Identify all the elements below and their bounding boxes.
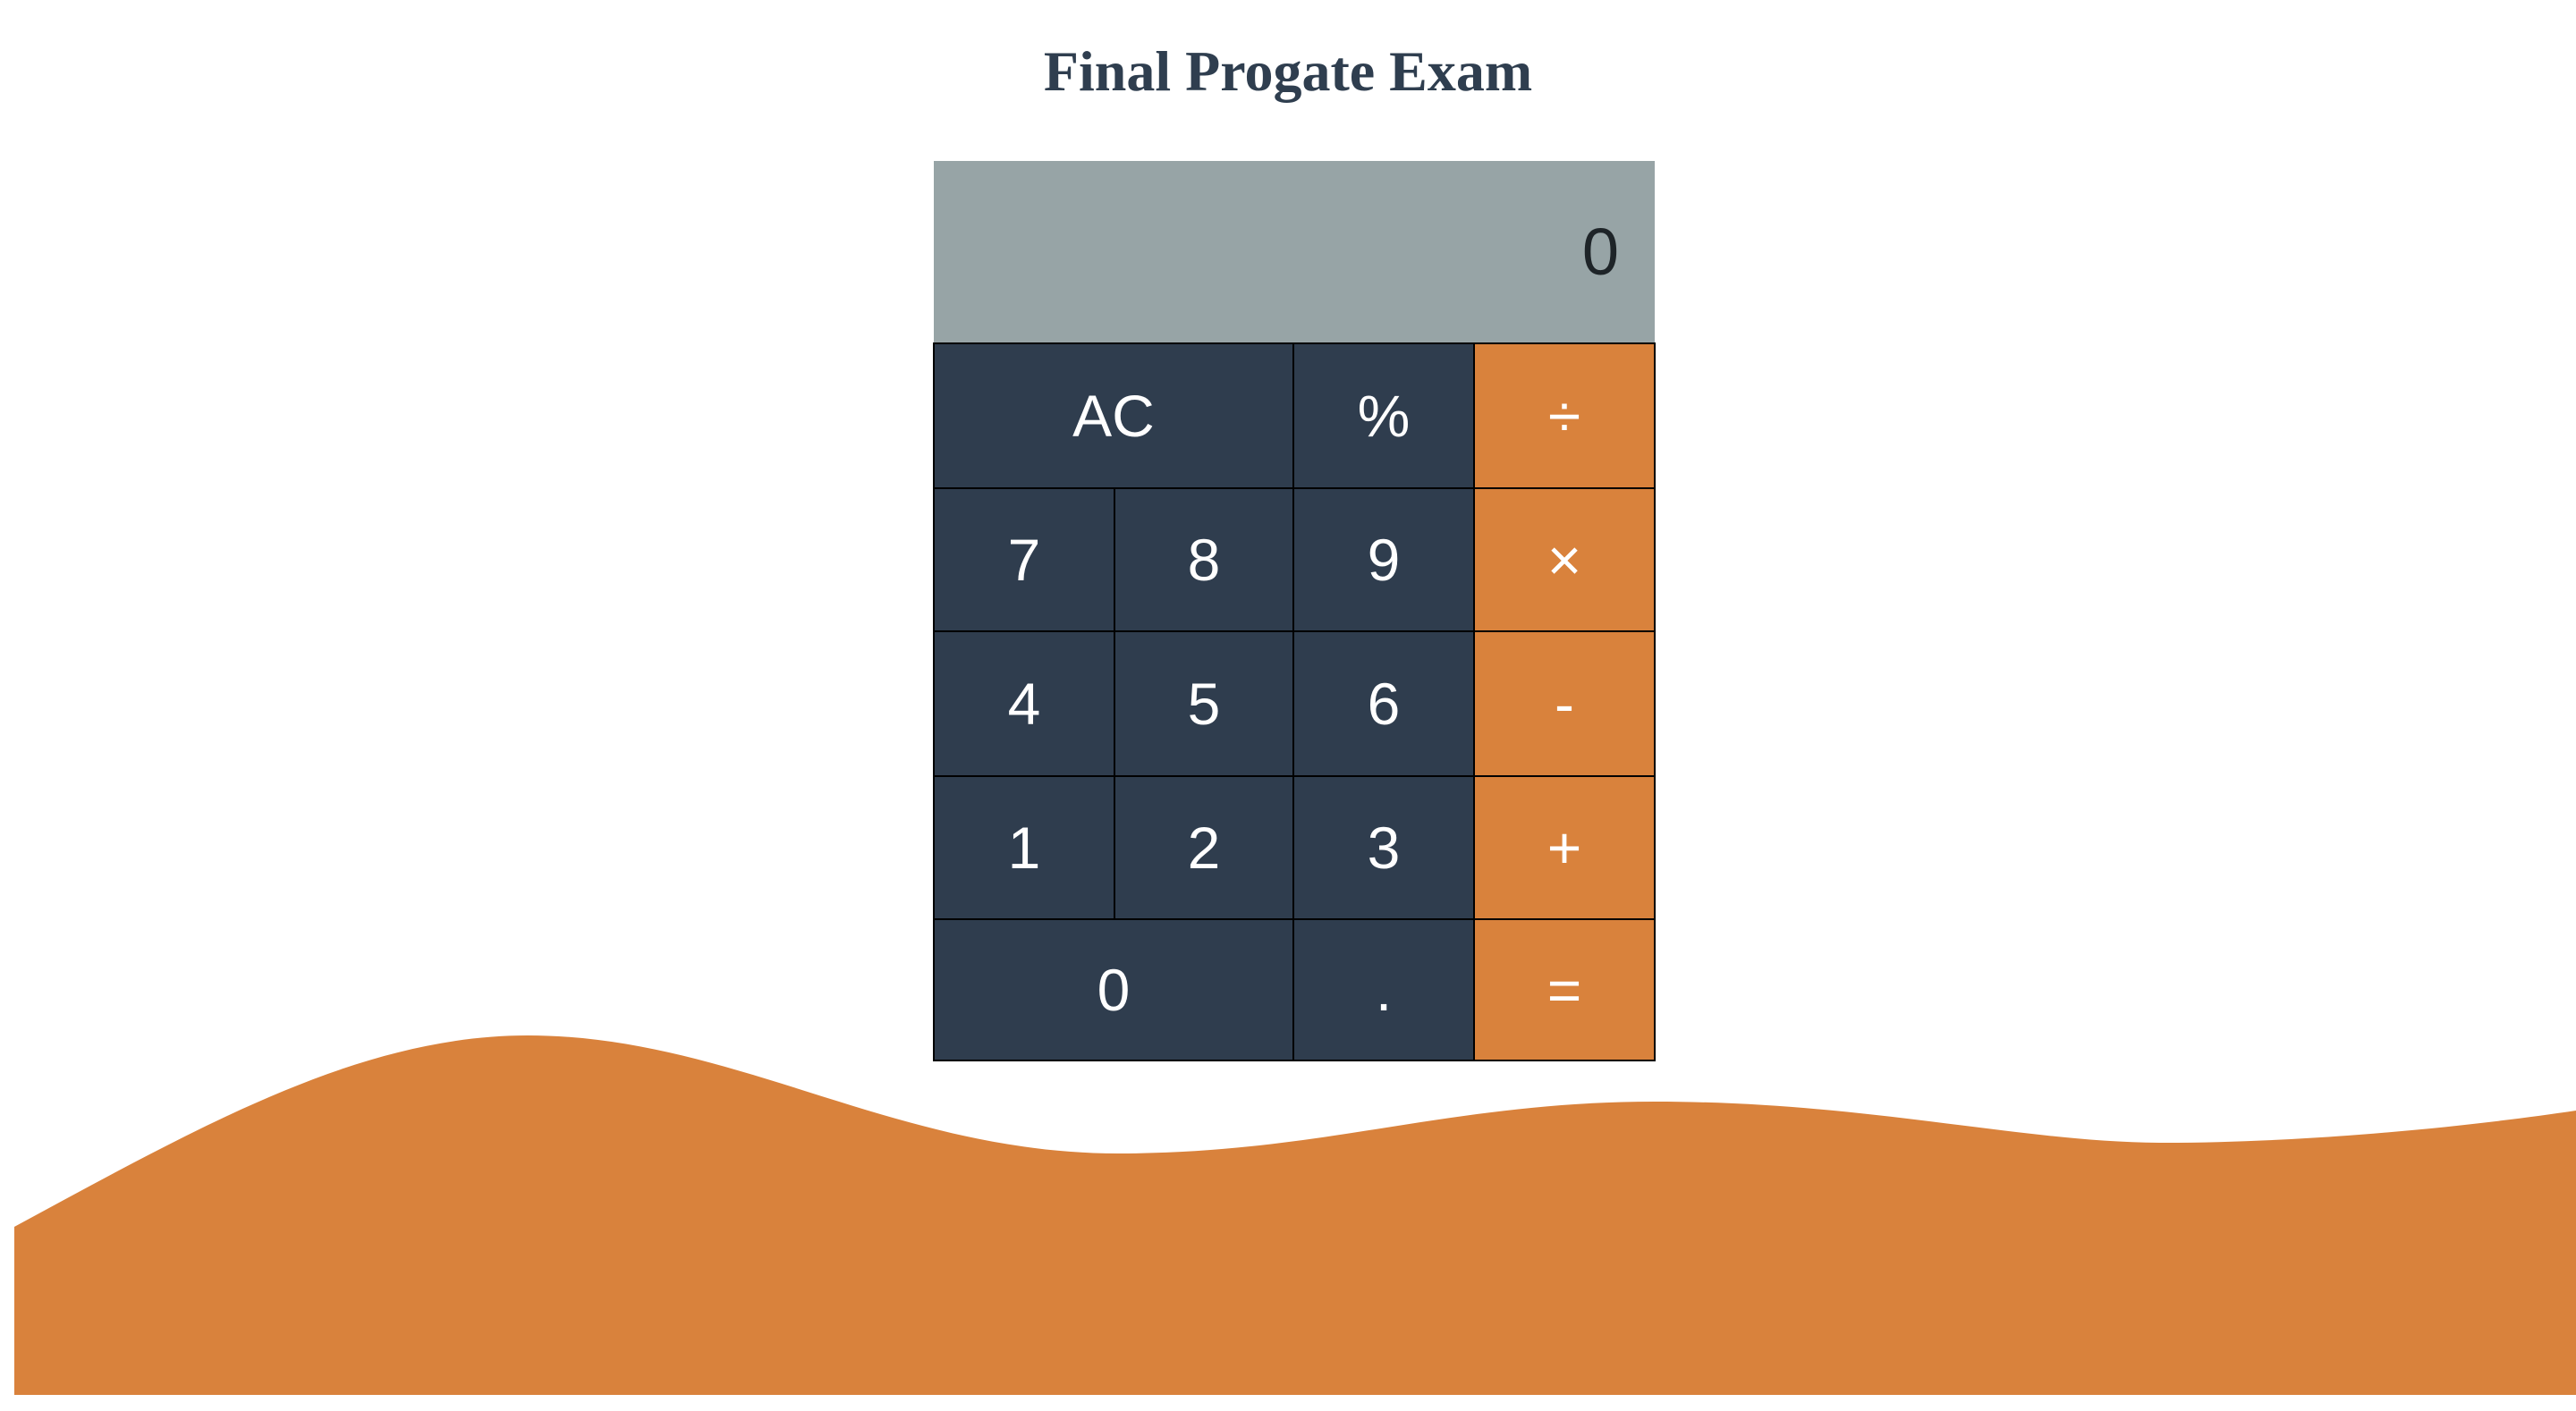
divide-button[interactable]: ÷ (1473, 342, 1656, 489)
digit-6-button[interactable]: 6 (1292, 630, 1475, 777)
calculator (934, 161, 1655, 1060)
digit-9-button[interactable]: 9 (1292, 487, 1475, 632)
wave-shape (14, 1035, 2576, 1395)
digit-0-button[interactable]: 0 (933, 918, 1294, 1061)
calculator-display: 0 (934, 161, 1655, 343)
digit-5-button[interactable]: 5 (1114, 630, 1294, 777)
percent-button[interactable]: % (1292, 342, 1475, 489)
digit-2-button[interactable]: 2 (1114, 775, 1294, 920)
decimal-button[interactable]: . (1292, 918, 1475, 1061)
digit-4-button[interactable]: 4 (933, 630, 1115, 777)
digit-1-button[interactable]: 1 (933, 775, 1115, 920)
digit-3-button[interactable]: 3 (1292, 775, 1475, 920)
clear-button[interactable]: AC (933, 342, 1294, 489)
add-button[interactable]: + (1473, 775, 1656, 920)
calculator-keypad (934, 343, 1655, 1060)
subtract-button[interactable]: - (1473, 630, 1656, 777)
digit-7-button[interactable]: 7 (933, 487, 1115, 632)
equals-button[interactable]: = (1473, 918, 1656, 1061)
multiply-button[interactable]: × (1473, 487, 1656, 632)
page-title: Final Progate Exam (1043, 39, 1533, 103)
digit-8-button[interactable]: 8 (1114, 487, 1294, 632)
